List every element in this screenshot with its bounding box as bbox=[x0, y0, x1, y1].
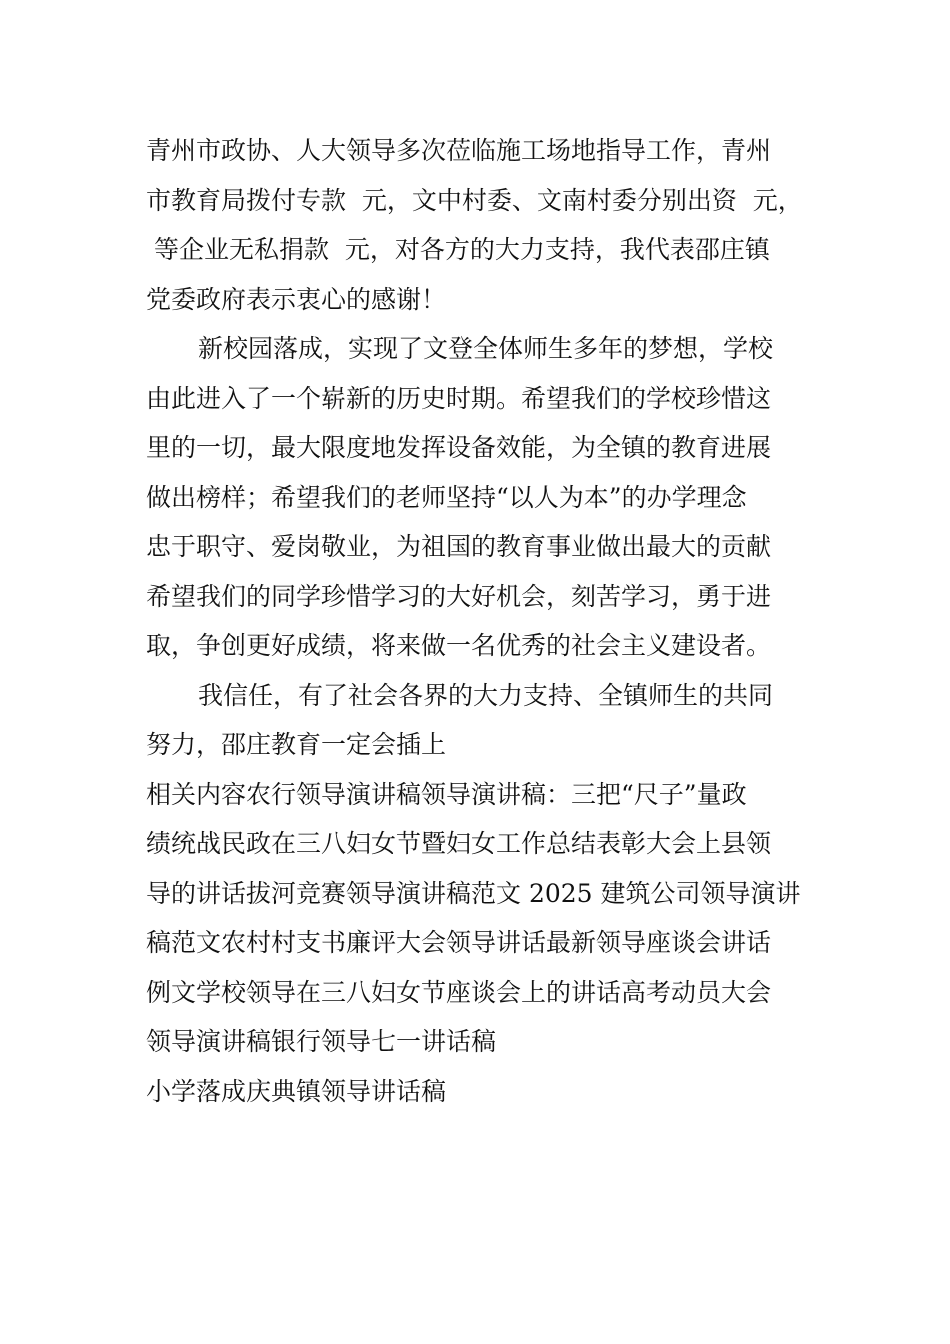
related-line: 领导演讲稿银行领导七一讲话稿 bbox=[146, 1027, 497, 1056]
text-line: 新校园落成，实现了文登全体师生多年的梦想，学校 bbox=[198, 334, 774, 363]
text-line: 由此进入了一个崭新的历史时期。希望我们的学校珍惜这 bbox=[146, 383, 772, 413]
document-body bbox=[146, 126, 810, 1116]
footer-title: 小学落成庆典镇领导讲话稿 bbox=[146, 1076, 447, 1106]
related-content bbox=[146, 770, 810, 1067]
text-line: 青州市政协、人大领导多次莅临施工场地指导工作，青州 bbox=[146, 136, 772, 165]
text-line: 努力，邵庄教育一定会插上 bbox=[146, 730, 447, 759]
text-line: 做出榜样；希望我们的老师坚持“以人为本”的办学理念 bbox=[146, 482, 747, 512]
paragraph-new-campus bbox=[146, 324, 810, 671]
text-line: 党委政府表示衷心的感谢！ bbox=[146, 284, 447, 314]
text-line: 希望我们的同学珍惜学习的大好机会，刻苦学习，勇于进 bbox=[146, 581, 772, 611]
related-line: 绩统战民政在三八妇女节暨妇女工作总结表彰大会上县领 bbox=[146, 829, 772, 858]
related-line: 相关内容农行领导演讲稿领导演讲稿：三把“尺子”量政 bbox=[146, 779, 747, 809]
related-line: 例文学校领导在三八妇女节座谈会上的讲话高考动员大会 bbox=[146, 977, 772, 1007]
text-line: 忠于职守、爱岗敬业，为祖国的教育事业做出最大的贡献 bbox=[146, 532, 772, 561]
paragraph-closing bbox=[146, 671, 810, 770]
text-line: 里的一切，最大限度地发挥设备效能，为全镇的教育进展 bbox=[146, 433, 772, 462]
text-line: 等企业无私捐款 元，对各方的大力支持，我代表邵庄镇 bbox=[146, 235, 770, 264]
related-line: 导的讲话拔河竞赛领导演讲稿范文 2025 建筑公司领导演讲 bbox=[146, 878, 801, 908]
text-line: 我信任，有了社会各界的大力支持、全镇师生的共同 bbox=[198, 680, 774, 710]
text-line: 取，争创更好成绩，将来做一名优秀的社会主义建设者。 bbox=[146, 631, 772, 660]
related-line: 稿范文农村村支书廉评大会领导讲话最新领导座谈会讲话 bbox=[146, 928, 772, 957]
paragraph-acknowledgement bbox=[146, 126, 810, 324]
text-line: 市教育局拨付专款 元，文中村委、文南村委分别出资 元， bbox=[146, 185, 803, 215]
